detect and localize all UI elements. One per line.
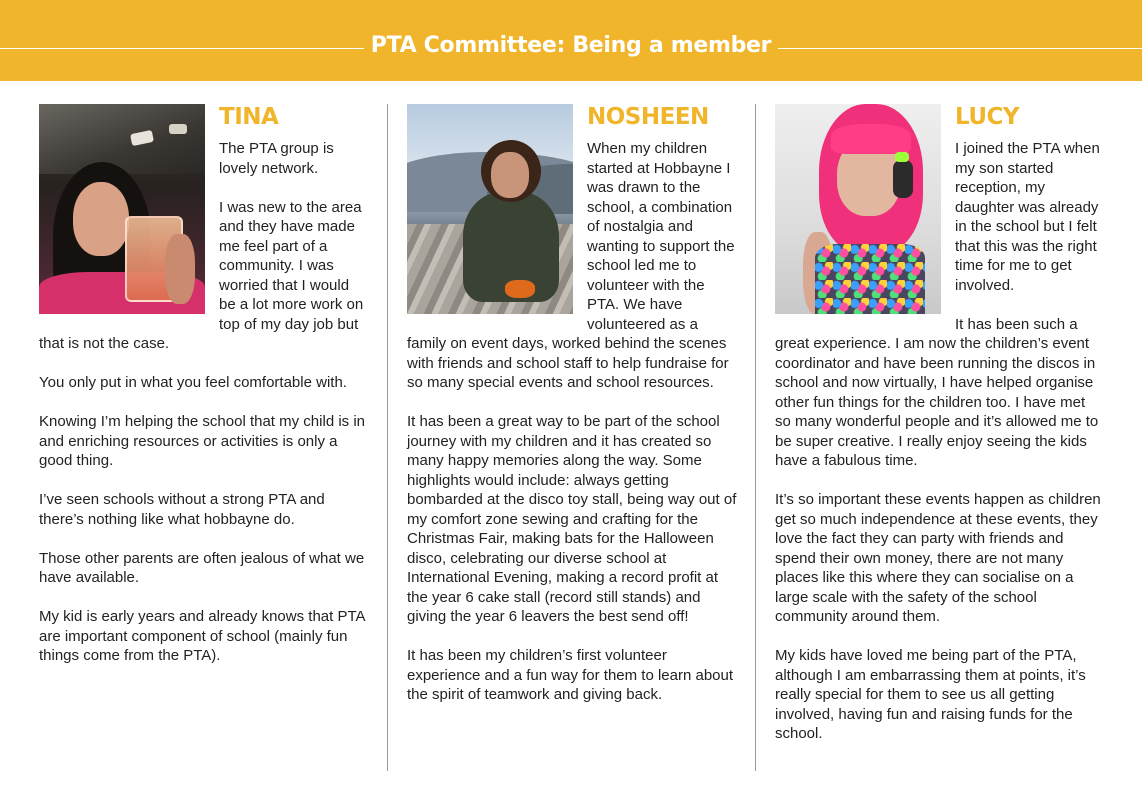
member-paragraph: You only put in what you feel comfortable with. — [39, 374, 347, 391]
member-paragraph: Knowing I’m helping the school that my child is in and enriching resources or activities is only a good thing. — [39, 413, 366, 469]
header-rule-left — [0, 48, 364, 49]
member-paragraph: I’ve seen schools without a strong PTA and there’s nothing like what hobbayne do. — [39, 491, 325, 528]
member-paragraph: When my children started at Hobbayne I was drawn to the school, a combination of nostalgia and wanting to support the school led me to volunteer with the PTA. We have volunteered as a family on event days, worked behind the scenes with friends and school staff to help fundraise for so many special events and school resources. — [407, 140, 735, 391]
member-paragraph: My kids have loved me being part of the PTA, although I am embarrassing them at points, it’s really special for them to see us all getting involved, having fun and raising funds for the school. — [775, 647, 1086, 742]
member-paragraph: The PTA group is lovely network. — [219, 140, 334, 177]
member-paragraph: My kid is early years and already knows that PTA are important component of school (mainly fun things come from the PTA). — [39, 608, 365, 664]
member-paragraph: It has been my children’s first volunteer experience and a fun way for them to learn about the spirit of teamwork and giving back. — [407, 647, 734, 703]
header-rule-right — [778, 48, 1142, 49]
member-paragraph: It has been a great way to be part of the school journey with my children and it has created so many happy memories along the way. Some highlights would include: always getting bombarded at the disco toy stall, being way out of my comfort zone sewing and crafting for the Christmas Fair, making bats for the Halloween disco, celebrating our diverse school at International Evening, making a record profit at the year 6 cake stall (record still stands) and giving the year 6 leavers the best send off! — [407, 413, 737, 625]
member-card-lucy — [775, 104, 1105, 744]
header-banner — [0, 0, 1142, 81]
page-title: PTA Committee: Being a member — [370, 33, 772, 58]
member-paragraph: I joined the PTA when my son started reception, my daughter was already in the school but I felt that this was the right time for me to get involved. — [955, 140, 1100, 294]
member-name: NOSHEEN — [587, 104, 709, 130]
member-photo-lucy — [775, 104, 941, 314]
member-paragraph: Those other parents are often jealous of what we have available. — [39, 549, 365, 586]
member-paragraph: It has been such a great experience. I am now the children’s event coordinator and have been running the discos in school and now virtually, I have helped organise other fun things for the children too. I have met so many wonderful people and it’s allowed me to be super creative. I really enjoy seeing the kids have a fabulous time. — [775, 315, 1099, 469]
member-photo-tina — [39, 104, 205, 314]
member-card-nosheen — [407, 104, 737, 705]
member-photo-nosheen — [407, 104, 573, 314]
member-card-tina — [39, 104, 369, 666]
member-paragraph: I was new to the area and they have made me feel part of a community. I was worried that I would be a lot more work on top of my day job but that is not the case. — [39, 198, 364, 352]
member-name: LUCY — [955, 104, 1020, 130]
column-divider-1 — [387, 104, 388, 771]
member-name: TINA — [219, 104, 279, 130]
member-paragraph: It’s so important these events happen as children get so much independence at these events, they love the fact they can party with friends and spend their own money, there are not many places like this where they can socialise on a large scale with the safety of the school community around them. — [775, 491, 1101, 625]
column-divider-2 — [755, 104, 756, 771]
